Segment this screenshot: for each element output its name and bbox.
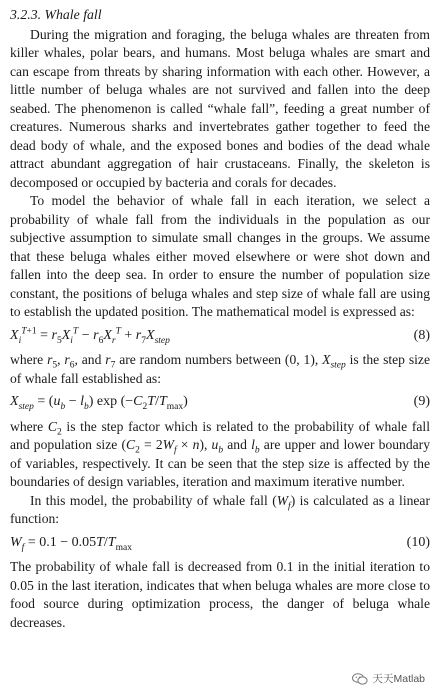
paragraph-step-factor: where $C_2$ is the step factor which is related to the probability of whale fall and population size $(C_2 = 2W_f \times n)$, $u_b$ and $l_b$ are upper and lower boundary of variables, respectively. It can be seen that the step size is affected by the boundaries of design variables, iteration and maximum iterative number. xyxy=(10,418,430,489)
equation-10 xyxy=(10,534,430,553)
equation-10-number: (10) xyxy=(406,534,430,550)
section-heading: 3.2.3. Whale fall xyxy=(10,7,102,22)
paper-page xyxy=(10,6,430,632)
paragraph-random-numbers: where $r_5$, $r_6$, and $r_7$ are random numbers between (0, 1), $X_{step}$ is the step size of whale fall established as: xyxy=(10,352,430,386)
watermark xyxy=(349,669,428,690)
equation-9-body: $X_{step} = (u_b - l_b)$ $\exp (-C_2T/T_{max})$ xyxy=(10,394,188,412)
wechat-icon xyxy=(352,673,368,685)
paragraph-whale-fall-model: To model the behavior of whale fall in each iteration, we select a probability of whale fall from the individuals in the population as our subjective assumption to simulate small changes in the groups. We assume that these beluga whales either moved elsewhere or were shot down and fallen into the deep sea. In order to ensure the number of population size constant, the positions of beluga whales and step size of whale fall are using to establish the updated position. The mathematical model is expressed as: xyxy=(10,193,430,319)
equation-9 xyxy=(10,393,430,412)
equation-9-number: (9) xyxy=(413,394,430,409)
paragraph-probability: In this model, the probability of whale fall $(W_f)$ is calculated as a linear function: xyxy=(10,492,430,526)
watermark-text: 天天Matlab xyxy=(372,672,425,685)
paragraph-whale-fall-intro: During the migration and foraging, the beluga whales are threaten from killer whales, polar bears, and humans. Most beluga whales are smart and can escape from threats by sharing information with each other. However, a little number of beluga whales are not survived and fallen into the deep seabed. The phenomenon is called “whale fall”, feeding a great number of creatures. Numerous sharks and invertebrates gather together to feed the dead body of whale, and the exposed bones and bodies of the dead whale attract abundant aggregation of hair crustaceans. Finally, the skeleton is decomposed or occupied by bacteria and corals for decades. xyxy=(10,26,430,190)
paragraph-conclusion: The probability of whale fall is decreased from 0.1 in the initial iteration to 0.05 in the last iteration, indicates that when beluga whales are more close to food source during optimization process, the danger of beluga whale decreases. xyxy=(10,559,430,630)
equation-8-body: $X_i^{T+1} = r_5X_i^T - r_6X_r^T + r_7X_{step}$ xyxy=(10,325,170,346)
equation-8-number: (8) xyxy=(413,327,430,343)
equation-8 xyxy=(10,327,430,346)
equation-10-body: $W_f = 0.1 - 0.05T/T_{max}$ xyxy=(10,534,132,553)
